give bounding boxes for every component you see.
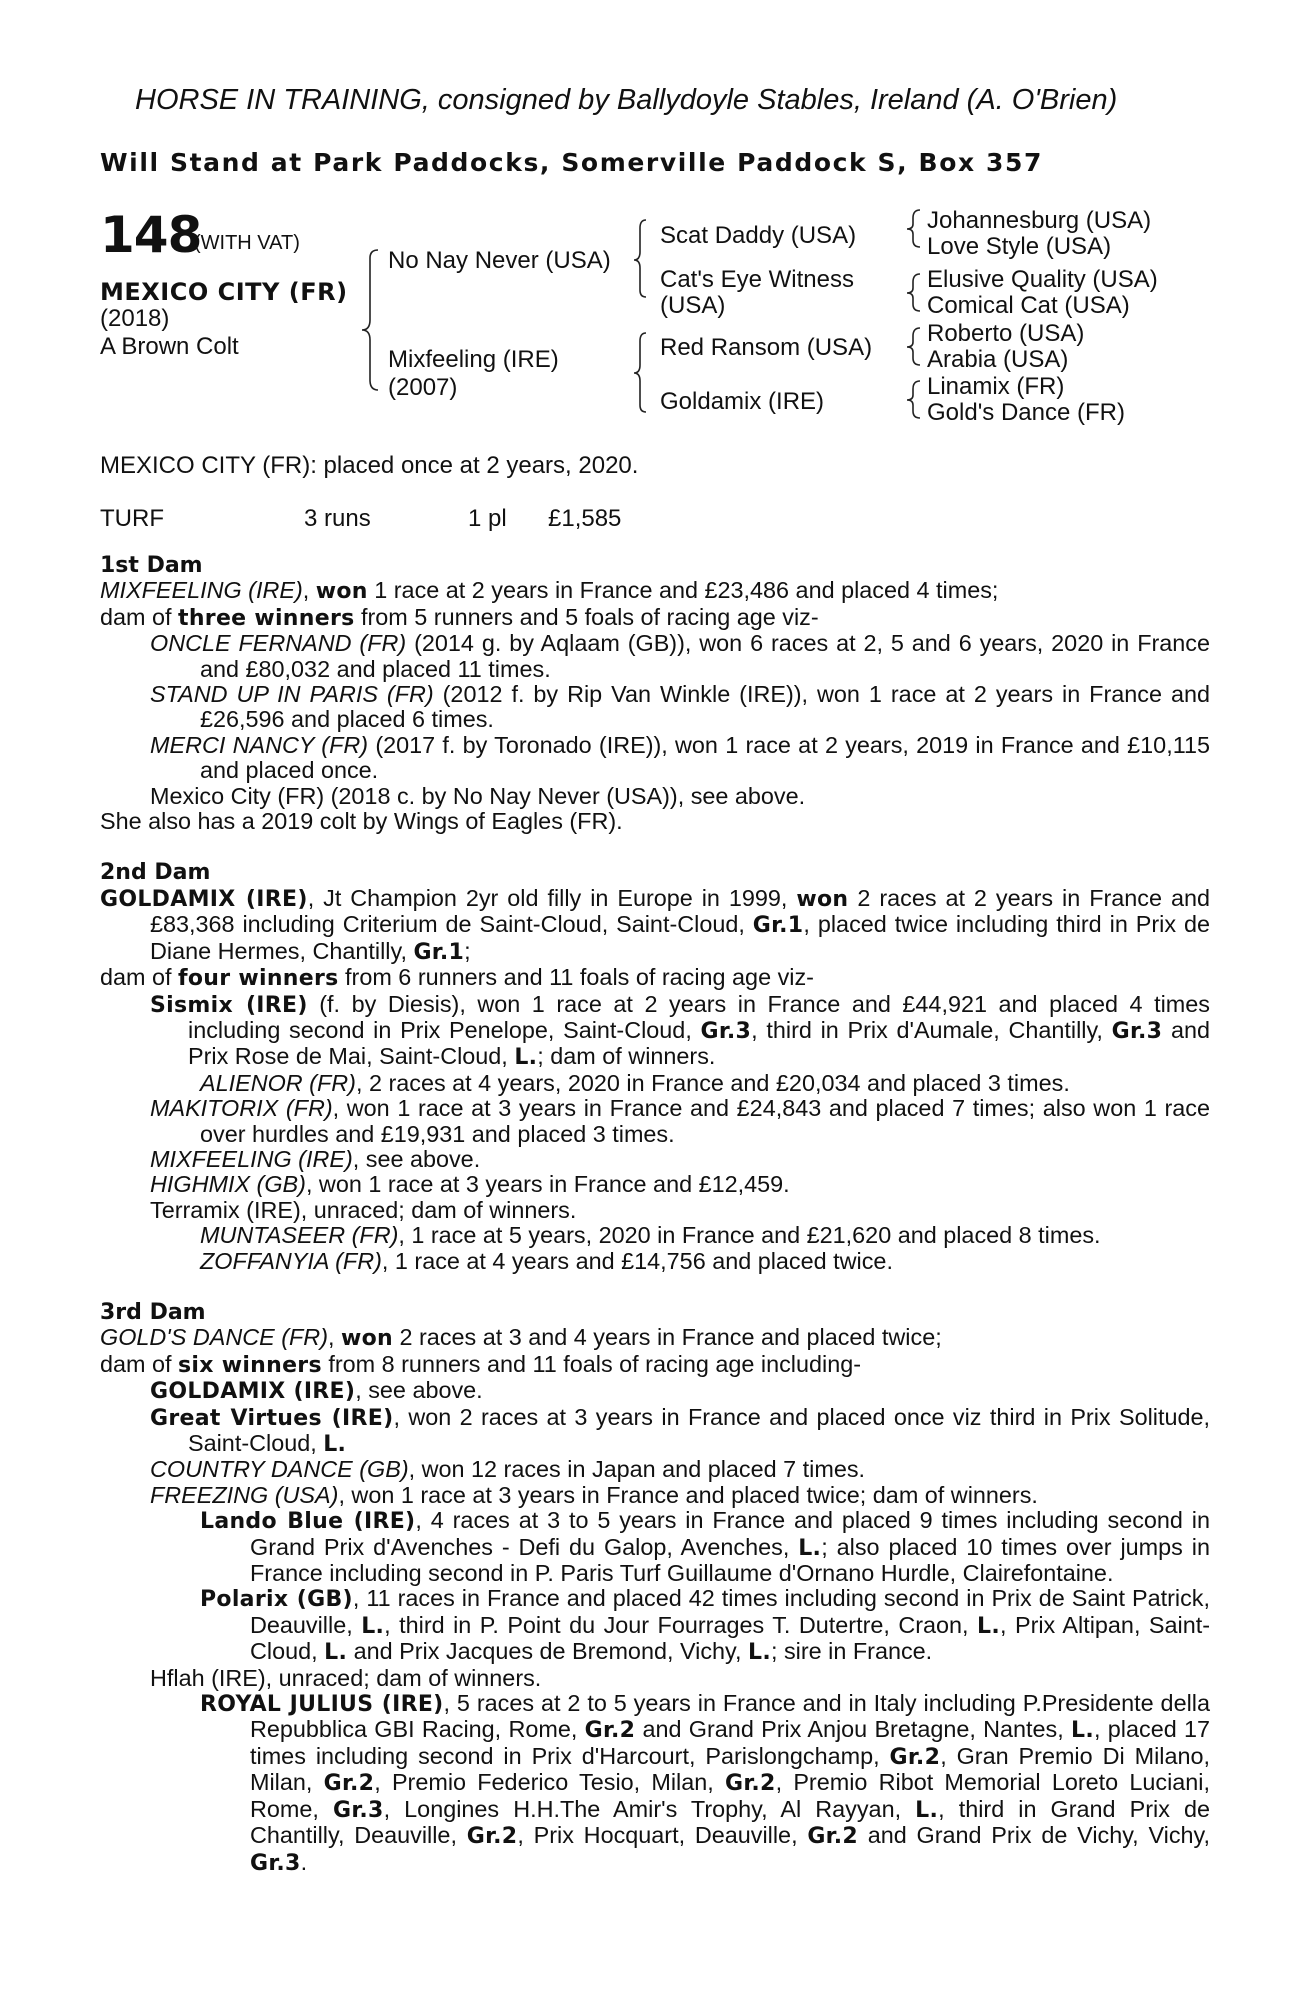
dam-sire-sire: Roberto (USA) — [927, 320, 1085, 347]
produce-entry: Sismix (IRE) (f. by Diesis), won 1 race at 2 years in France and £44,921 and placed 4 times including second in Prix Penelope, Saint-Cloud, Gr.3, third in Prix d'Aumale, Chantilly, Gr.3 and Prix Rose de Mai, Saint-Cloud, L.; dam of winners. — [150, 990, 1210, 1071]
produce-entry: ALIENOR (FR), 2 races at 4 years, 2020 in France and £20,034 and placed 3 times. — [200, 1069, 1070, 1096]
produce-entry: Polarix (GB), 11 races in France and placed 42 times including second in Prix de Saint Patrick, Deauville, L., third in P. Point du Jour Fourrages T. Dutertre, Craon, L., Prix Altipan, Saint-Cloud, L. and Prix Jacques de Bremond, Vichy, L.; sire in France. — [200, 1585, 1211, 1666]
stats-surface: TURF — [100, 505, 164, 532]
third-dam-section — [100, 1300, 1210, 1876]
stats-earnings: £1,585 — [548, 505, 622, 532]
vat-note: (WITH VAT) — [194, 232, 300, 254]
produce-entry: ROYAL JULIUS (IRE), 5 races at 2 to 5 years in France and in Italy including P.Presidente della Repubblica GBI Racing, Rome, Gr.2 and Grand Prix Anjou Bretagne, Nantes, L., placed 17 times including second in Prix d'Harcourt, Parislongchamp, Gr.2, Gran Premio Di Milano, Milan, Gr.2, Premio Federico Tesio, Milan, Gr.2, Premio Ribot Memorial Loreto Luciani, Rome, Gr.3, Longines H.H.The Amir's Trophy, Al Rayyan, L., third in Grand Prix de Chantilly, Deauville, Gr.2, Prix Hocquart, Deauville, Gr.2 and Grand Prix de Vichy, Vichy, Gr.3. — [200, 1690, 1210, 1876]
first-dam-section — [100, 553, 1210, 834]
produce-entry: MAKITORIX (FR), won 1 race at 3 years in France and £24,843 and placed 7 times; also won 1 race over hurdles and £19,931 and placed 3 times. — [150, 1095, 1210, 1147]
bracket-g2 — [907, 274, 920, 311]
dam-entry: GOLDAMIX (IRE), Jt Champion 2yr old filly in Europe in 1999, won 2 races at 2 years in France and £83,368 including Criterium de Saint-Cloud, Saint-Cloud, Gr.1, placed twice including third in Prix de Diane Hermes, Chantilly, Gr.1; — [100, 884, 1210, 965]
produce-note: She also has a 2019 colt by Wings of Eagles (FR). — [100, 808, 623, 835]
produce-entry: Lando Blue (IRE), 4 races at 3 to 5 years in France and placed 9 times including second in Grand Prix d'Avenches - Defi du Galop, Avenches, L.; also placed 10 times over jumps in France including second in P. Paris Turf Guillaume d'Ornano Hurdle, Clairefontaine. — [200, 1507, 1210, 1587]
bracket-g3 — [907, 328, 920, 365]
consignor-title: HORSE IN TRAINING, consigned by Ballydoyle Stables, Ireland (A. O'Brien) — [135, 84, 1118, 116]
produce-entry: STAND UP IN PARIS (FR) (2012 f. by Rip Van Winkle (IRE)), won 1 race at 2 years in France and £26,596 and placed 6 times. — [150, 681, 1210, 733]
sire-dam-sire: Elusive Quality (USA) — [927, 266, 1158, 293]
produce-entry: GOLDAMIX (IRE), see above. — [150, 1377, 483, 1405]
third-dam-heading: 3rd Dam — [100, 1299, 206, 1325]
lot-number: 148 — [100, 206, 202, 264]
dam-sire-dam: Arabia (USA) — [927, 346, 1069, 373]
second-dam-section — [100, 860, 1210, 1274]
dam-produce: dam of six winners from 8 runners and 11 foals of racing age including- — [100, 1350, 862, 1378]
bracket-sire-dam — [362, 250, 378, 390]
produce-entry: Great Virtues (IRE), won 2 races at 3 years in France and placed once viz third in Prix Solitude, Saint-Cloud, L. — [150, 1403, 1211, 1457]
dam-dam-sire: Linamix (FR) — [927, 373, 1065, 400]
dam-produce: dam of three winners from 5 runners and 5 foals of racing age viz- — [100, 603, 819, 631]
produce-entry: MERCI NANCY (FR) (2017 f. by Toronado (IRE)), won 1 race at 2 years, 2019 in France and £10,115 and placed once. — [150, 731, 1210, 784]
foaling-year: (2018) — [100, 305, 170, 332]
produce-entry: HIGHMIX (GB), won 1 race at 3 years in France and £12,459. — [150, 1171, 790, 1198]
produce-entry: Hflah (IRE), unraced; dam of winners. — [150, 1664, 542, 1691]
produce-entry: ZOFFANYIA (FR), 1 race at 4 years and £14,756 and placed twice. — [200, 1247, 893, 1274]
produce-entry: COUNTRY DANCE (GB), won 12 races in Japan and placed 7 times. — [150, 1456, 866, 1483]
produce-entry: Terramix (IRE), unraced; dam of winners. — [150, 1196, 577, 1223]
sire-dam: Cat's Eye Witness — [660, 266, 854, 293]
sire-sire-dam: Love Style (USA) — [927, 233, 1112, 260]
bracket-g4 — [907, 381, 920, 418]
sire-dam-country: (USA) — [660, 292, 726, 319]
bracket-dam — [634, 333, 646, 412]
sire-sire-sire: Johannesburg (USA) — [927, 207, 1152, 234]
first-dam-heading: 1st Dam — [100, 553, 203, 578]
dam-entry: GOLD'S DANCE (FR), won 2 races at 3 and 4 years in France and placed twice; — [100, 1324, 942, 1352]
stats-placed: 1 pl — [468, 505, 507, 532]
dam-dam-dam: Gold's Dance (FR) — [927, 399, 1125, 426]
stats-runs: 3 runs — [304, 505, 371, 532]
stand-location: Will Stand at Park Paddocks, Somerville Paddock S, Box 357 — [100, 148, 1043, 177]
family-text — [100, 553, 1210, 1876]
dam-produce: dam of four winners from 6 runners and 11 foals of racing age viz- — [100, 964, 814, 992]
produce-entry: ONCLE FERNAND (FR) (2014 g. by Aqlaam (GB)), won 6 races at 2, 5 and 6 years, 2020 in France and £80,032 and placed 11 times. — [150, 630, 1211, 682]
second-dam-heading: 2nd Dam — [100, 860, 211, 886]
produce-entry: MUNTASEER (FR), 1 race at 5 years, 2020 in France and £21,620 and placed 8 times. — [200, 1222, 1101, 1249]
bracket-g1 — [907, 210, 920, 247]
race-summary: MEXICO CITY (FR): placed once at 2 years, 2020. — [100, 452, 639, 479]
produce-entry: MIXFEELING (IRE), see above. — [150, 1145, 481, 1172]
dam-year: (2007) — [388, 374, 458, 401]
horse-name: MEXICO CITY (FR) — [100, 278, 348, 306]
dam-sire: Red Ransom (USA) — [660, 334, 873, 361]
sire-dam-dam: Comical Cat (USA) — [927, 292, 1130, 319]
dam: Mixfeeling (IRE) — [388, 346, 559, 373]
produce-entry: Mexico City (FR) (2018 c. by No Nay Never (USA)), see above. — [150, 782, 806, 809]
dam-entry: MIXFEELING (IRE), won 1 race at 2 years in France and £23,486 and placed 4 times; — [100, 577, 999, 605]
produce-entry: FREEZING (USA), won 1 race at 3 years in France and placed twice; dam of winners. — [150, 1481, 1038, 1508]
dam-dam: Goldamix (IRE) — [660, 388, 825, 415]
bracket-sire — [634, 220, 646, 297]
sire: No Nay Never (USA) — [388, 247, 611, 274]
horse-description: A Brown Colt — [100, 333, 239, 360]
sire-sire: Scat Daddy (USA) — [660, 222, 857, 249]
